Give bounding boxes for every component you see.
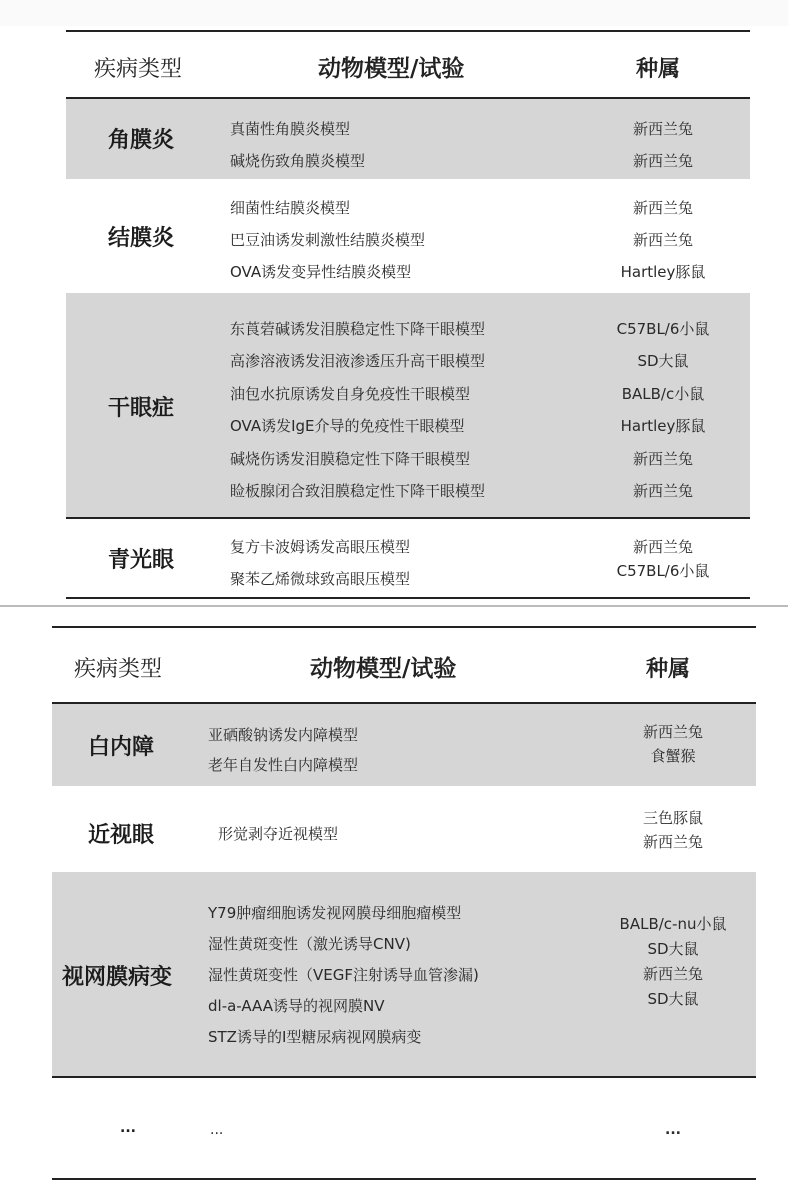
species-item: C57BL/6小鼠 [616, 320, 710, 338]
species-item: 新西兰兔 [632, 199, 693, 217]
species-list [596, 113, 730, 177]
species-list [596, 535, 730, 583]
table-row [66, 99, 750, 179]
model-item: 形觉剥夺近视模型 [218, 825, 339, 843]
section-divider [0, 605, 788, 607]
table-bottom-rule [66, 597, 750, 599]
species-item: SD大鼠 [637, 352, 689, 371]
header-species: 种属 [646, 656, 691, 682]
model-item: 碱烧伤诱发泪膜稳定性下降干眼模型 [230, 449, 471, 468]
disease-name: 干眼症 [108, 396, 175, 421]
model-item: 复方卡波姆诱发高眼压模型 [230, 538, 411, 556]
table-header [66, 32, 750, 98]
species-item: BALB/c小鼠 [621, 384, 705, 403]
table-bottom-rule [52, 1178, 756, 1180]
species-item: 食蟹猴 [650, 747, 696, 765]
header-model: 动物模型/试验 [310, 655, 457, 682]
model-item: STZ诱导的I型糖尿病视网膜病变 [208, 1028, 422, 1046]
species-list [596, 192, 730, 288]
model-item: 湿性黄斑变性（VEGF注射诱导血管渗漏) [208, 966, 479, 984]
model-item: 细菌性结膜炎模型 [230, 199, 351, 217]
species-item: Hartley豚鼠 [620, 417, 706, 436]
species-item: C57BL/6小鼠 [616, 562, 710, 580]
model-item: Y79肿瘤细胞诱发视网膜母细胞瘤模型 [208, 904, 462, 922]
species-list [600, 912, 746, 1012]
species-list [596, 313, 730, 507]
model-item: dl-a-AAA诱导的视网膜NV [208, 997, 385, 1015]
table-eye-surface-models [66, 30, 750, 600]
disease-name: 视网膜病变 [62, 965, 173, 990]
species-item: SD大鼠 [647, 990, 699, 1008]
species-item: Hartley豚鼠 [620, 263, 706, 281]
model-list [208, 720, 358, 780]
species-list [608, 806, 738, 854]
species-item: 新西兰兔 [632, 152, 693, 170]
model-list [208, 898, 479, 1053]
species-item: 新西兰兔 [632, 538, 693, 556]
model-list [230, 531, 410, 595]
table-lens-retina-models [52, 626, 756, 1181]
model-item: 湿性黄斑变性（激光诱导CNV) [208, 935, 411, 953]
species-list [608, 1120, 738, 1140]
table-row [52, 872, 756, 1076]
table-row [66, 519, 750, 597]
model-list [230, 113, 365, 177]
species-list [608, 720, 738, 768]
species-item: 新西兰兔 [632, 449, 693, 468]
model-item: ... [210, 1122, 224, 1138]
species-item: 新西兰兔 [632, 120, 693, 138]
model-list [230, 192, 425, 288]
species-item: BALB/c-nu小鼠 [619, 915, 727, 933]
header-disease: 疾病类型 [94, 57, 183, 82]
model-item: OVA诱发变异性结膜炎模型 [230, 263, 412, 281]
model-item: 老年自发性白内障模型 [208, 756, 359, 774]
top-strip [0, 0, 788, 26]
species-item: 新西兰兔 [642, 833, 703, 851]
species-item: 新西兰兔 [632, 482, 693, 501]
model-item: 油包水抗原诱发自身免疫性干眼模型 [230, 384, 471, 403]
model-item: 聚苯乙烯微球致高眼压模型 [230, 570, 411, 588]
table-header [52, 628, 756, 702]
model-item: 亚硒酸钠诱发内障模型 [208, 726, 359, 744]
model-item: 睑板腺闭合致泪膜稳定性下降干眼模型 [230, 482, 486, 501]
header-disease: 疾病类型 [74, 657, 163, 682]
model-item: 巴豆油诱发刺激性结膜炎模型 [230, 231, 426, 249]
species-item: SD大鼠 [647, 940, 699, 958]
species-item: 新西兰兔 [642, 965, 703, 983]
disease-name: 近视眼 [88, 823, 155, 848]
disease-name: 结膜炎 [108, 226, 175, 251]
model-list [230, 313, 485, 507]
species-item: 三色豚鼠 [642, 809, 703, 827]
disease-name: 青光眼 [108, 548, 175, 573]
header-species: 种属 [636, 56, 681, 82]
disease-name: 角膜炎 [108, 128, 175, 153]
table-row [66, 179, 750, 293]
model-list [218, 820, 338, 848]
header-model: 动物模型/试验 [318, 55, 465, 82]
model-item: OVA诱发IgE介导的免疫性干眼模型 [230, 417, 465, 436]
table-row [66, 293, 750, 517]
species-item: ... [665, 1122, 681, 1138]
table-row [52, 796, 756, 870]
disease-name: 白内障 [88, 735, 155, 760]
species-item: 新西兰兔 [632, 231, 693, 249]
model-item: 碱烧伤致角膜炎模型 [230, 152, 366, 170]
model-item: 真菌性角膜炎模型 [230, 120, 351, 138]
model-item: 东莨菪碱诱发泪膜稳定性下降干眼模型 [230, 320, 486, 338]
table-row [52, 704, 756, 786]
model-item: 高渗溶液诱发泪液渗透压升高干眼模型 [230, 352, 486, 371]
model-list [210, 1120, 223, 1140]
species-item: 新西兰兔 [642, 723, 703, 741]
disease-name: ... [120, 1120, 136, 1136]
table-row [52, 1078, 756, 1178]
